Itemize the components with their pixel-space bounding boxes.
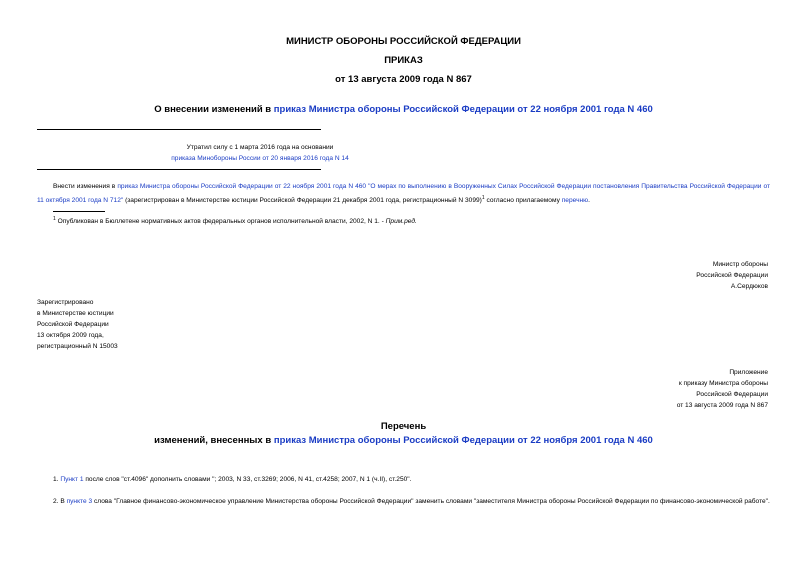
status-top-rule — [37, 129, 321, 130]
doc-type-heading: ПРИКАЗ — [384, 55, 423, 66]
list-title: Перечень — [380, 421, 427, 432]
doc-title — [0, 104, 807, 115]
body-text-b: (зарегистрирован в Министерстве юстиции Российской Федерации 21 декабря 2001 года, регистрационный N 3099) — [123, 196, 482, 204]
signature-position: Министр обороны — [712, 261, 768, 268]
registration-line-1: Зарегистрировано — [37, 299, 94, 306]
registration-line-4: 13 октября 2009 года, — [37, 332, 104, 339]
footnote-rule — [53, 211, 105, 212]
body-list-link[interactable]: перечню — [561, 196, 589, 204]
item-2-text: слова "Главное финансово-экономическое управление Министерства обороны Российской Федерации" заменить словами "заместителя Министра обороны Российской Федерации по финансово-экономической работе". — [92, 498, 770, 505]
doc-title-link[interactable]: приказ Министра обороны Российской Федерации от 22 ноября 2001 года N 460 — [273, 104, 653, 115]
doc-date-number: от 13 августа 2009 года N 867 — [335, 74, 472, 85]
item-1-link[interactable]: Пункт 1 — [60, 476, 84, 483]
footnote-note: Прим.ред. — [385, 218, 417, 226]
ministry-heading: МИНИСТР ОБОРОНЫ РОССИЙСКОЙ ФЕДЕРАЦИИ — [286, 36, 521, 47]
appendix-line-4: от 13 августа 2009 года N 867 — [676, 402, 768, 409]
list-subtitle-link[interactable]: приказ Министра обороны Российской Федерации от 22 ноября 2001 года N 460 — [273, 435, 653, 446]
doc-title-prefix: О внесении изменений в — [154, 104, 274, 115]
item-1-num: 1. — [53, 476, 61, 483]
list-subtitle-prefix: изменений, внесенных в — [154, 435, 274, 446]
footnote-mark: 1 — [53, 216, 56, 222]
body-paragraph — [37, 181, 770, 206]
appendix-line-1: Приложение — [729, 369, 768, 376]
list-subtitle — [0, 435, 807, 446]
registration-line-2: в Министерстве юстиции — [37, 310, 114, 317]
status-block — [37, 142, 483, 164]
appendix-line-2: к приказу Министра обороны — [678, 380, 768, 387]
status-line: Утратил силу с 1 марта 2016 года на основании — [186, 144, 334, 151]
list-item-1 — [37, 474, 770, 486]
body-text-d: . — [588, 196, 590, 204]
body-text-a: Внести изменения в — [53, 183, 118, 190]
signature-block — [470, 259, 768, 292]
body-order-link[interactable]: приказ Министра обороны Российской Федерации от 22 ноября 2001 года N 460 "О мерах по выполнению в Вооруженных Силах Российской Федерации постановления Правительства Российской Федерации от 11 октября 2001 года N 712" — [37, 183, 770, 204]
signature-name: А.Сердюков — [730, 283, 768, 290]
footnote-text: Опубликован в Бюллетене нормативных актов федеральных органов исполнительной власти, 2002, N 1. - — [55, 218, 386, 226]
appendix-line-3: Российской Федерации — [696, 391, 768, 398]
body-text-c: согласно прилагаемому — [484, 196, 562, 204]
item-1-text: после слов "ст.4096" дополнить словами "; 2003, N 33, ст.3269; 2006, N 41, ст.4258; 2007, N 1 (ч.II), ст.250". — [83, 476, 412, 483]
item-2-num: 2. В — [53, 498, 67, 505]
list-item-2 — [37, 496, 770, 508]
status-link[interactable]: приказа Минобороны России от 20 января 2016 года N 14 — [171, 155, 349, 162]
registration-block — [37, 297, 237, 352]
registration-line-3: Российской Федерации — [37, 321, 109, 328]
signature-org: Российской Федерации — [696, 272, 768, 279]
registration-line-5: регистрационный N 15003 — [37, 343, 118, 350]
footnote — [53, 214, 753, 227]
appendix-block — [470, 367, 768, 411]
footnote-ref[interactable]: 1 — [481, 194, 485, 201]
item-2-link[interactable]: пункте 3 — [66, 498, 93, 505]
status-bottom-rule — [37, 169, 321, 170]
